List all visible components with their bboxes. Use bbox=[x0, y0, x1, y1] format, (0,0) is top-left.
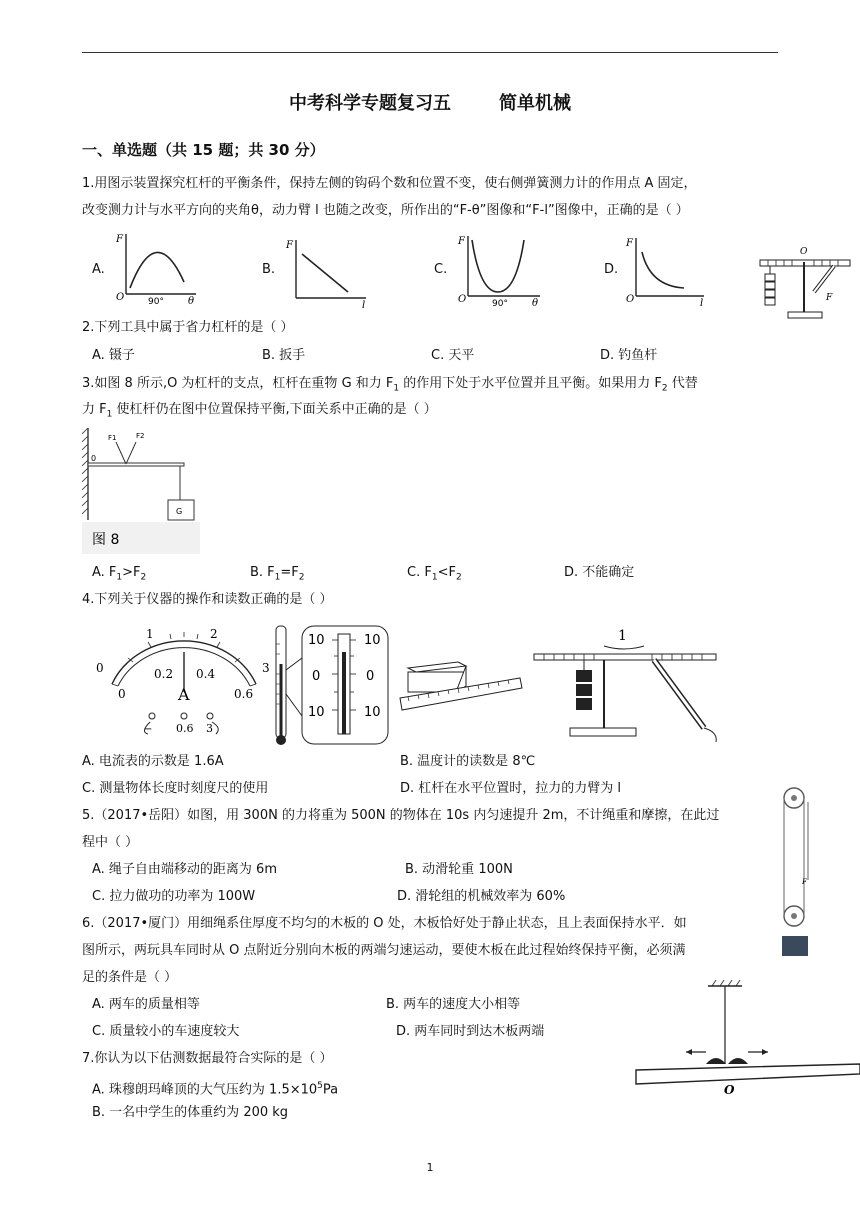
scale-top-1: 1 bbox=[146, 627, 154, 641]
axis-l-label: l bbox=[700, 298, 704, 306]
q3-option-c: C. $F_1<F_2$ bbox=[407, 565, 462, 583]
svg-text:F: F bbox=[826, 293, 833, 303]
scale-top-2: 2 bbox=[210, 627, 218, 641]
deg90-label: 90° bbox=[492, 299, 508, 308]
q6-option-c: C. 质量较小的车速度较大 bbox=[92, 1024, 240, 1039]
q1-graph-b bbox=[282, 232, 372, 308]
q3-figure-8 bbox=[82, 428, 202, 554]
q5-option-b: B. 动滑轮重 100N bbox=[405, 862, 513, 877]
lever-arm-label: 1 bbox=[618, 628, 627, 644]
scale-bottom-06: 0.6 bbox=[234, 687, 254, 701]
axis-f-label: F bbox=[116, 234, 123, 245]
q4-lever-figure bbox=[530, 624, 722, 744]
scale-bottom-04: 0.4 bbox=[196, 667, 216, 681]
q7-option-a: A. 珠穆朗玛峰顶的大气压约为 $1.5\times 10^5Pa$ bbox=[92, 1081, 339, 1098]
q3-stem-line2: 力 $F_1$ 使杠杆仍在图中位置保持平衡,下面关系中正确的是（ ） bbox=[82, 402, 437, 420]
pulley-force-label: F bbox=[802, 878, 807, 886]
q6-option-a: A. 两车的质量相等 bbox=[92, 997, 200, 1012]
thermo-mid-left: 0 bbox=[312, 669, 321, 684]
thermo-top-left: 10 bbox=[308, 633, 325, 648]
q1-stem-line2: 改变测力计与水平方向的夹角θ，动力臂 l 也随之改变，所作出的“F-θ”图像和“F-l”图像中，正确的是（ ） bbox=[82, 203, 689, 218]
weight-g-label: G bbox=[176, 507, 183, 516]
q7-option-b: B. 一名中学生的体重约为 200 kg bbox=[92, 1105, 289, 1120]
q1-stem-line1: 1.用图示装置探究杠杆的平衡条件，保持左侧的钩码个数和位置不变，使右侧弹簧测力计的作用点 A 固定， bbox=[82, 176, 697, 191]
fulcrum-o-label: 0 bbox=[91, 454, 97, 463]
q5-stem-line1: 5.（2017•岳阳）如图，用 300N 的力将重为 500N 的物体在 10s 内匀速提升 2m，不计绳重和摩擦，在此过 bbox=[82, 808, 720, 823]
q4-thermometer-figure bbox=[272, 624, 392, 748]
terminal-06: 0.6 bbox=[176, 722, 194, 735]
q6-stem-line1: 6.（2017•厦门）用细绳系住厚度不均匀的木板的 O 处，木板恰好处于静止状态，且上表面保持水平．如 bbox=[82, 916, 687, 931]
fulcrum-label: O bbox=[800, 247, 808, 257]
q4-option-b: B. 温度计的读数是 8℃ bbox=[400, 754, 536, 769]
q4-ruler-figure bbox=[398, 654, 524, 734]
q6-stem-line2: 图所示，两玩具车同时从 O 点附近分别向木板的两端匀速运动，要使木板在此过程始终保持平衡，必须满 bbox=[82, 943, 686, 958]
page-title bbox=[0, 94, 860, 114]
scale-bottom-02: 0.2 bbox=[154, 667, 174, 681]
q5-option-c: C. 拉力做功的功率为 100W bbox=[92, 889, 256, 904]
deg90-label: 90° bbox=[148, 297, 164, 306]
q6-seesaw-figure bbox=[632, 980, 860, 1100]
q6-option-d: D. 两车同时到达木板两端 bbox=[396, 1024, 545, 1039]
header-rule bbox=[82, 52, 778, 53]
terminal-3: 3 bbox=[206, 722, 213, 735]
q2-option-d: D. 钓鱼杆 bbox=[600, 348, 658, 363]
origin-label: O bbox=[458, 294, 467, 305]
q4-stem: 4.下列关于仪器的操作和读数正确的是（ ） bbox=[82, 592, 333, 607]
q5-pulley-figure bbox=[780, 784, 810, 934]
q5-stem-line2: 程中（ ） bbox=[82, 835, 139, 850]
q4-ammeter-figure bbox=[88, 622, 276, 742]
title-main: 中考科学专题复习五 bbox=[289, 93, 451, 114]
thermo-top-right: 10 bbox=[364, 633, 381, 648]
q6-option-b: B. 两车的速度大小相等 bbox=[386, 997, 521, 1012]
q4-option-d: D. 杠杆在水平位置时，拉力的力臂为 l bbox=[400, 781, 622, 796]
q3-option-d: D. 不能确定 bbox=[564, 565, 635, 580]
q5-option-a: A. 绳子自由端移动的距离为 6m bbox=[92, 862, 277, 877]
q4-option-c: C. 测量物体长度时刻度尺的使用 bbox=[82, 781, 269, 796]
thermo-bottom-left: 10 bbox=[308, 705, 325, 720]
f2-label: F2 bbox=[136, 432, 145, 440]
axis-theta-label: θ bbox=[532, 298, 539, 308]
q2-option-b: B. 扳手 bbox=[262, 348, 306, 363]
page-number: 1 bbox=[426, 1161, 434, 1174]
q1-graph-c bbox=[452, 230, 548, 308]
title-topic: 简单机械 bbox=[499, 93, 571, 114]
axis-f-label: F bbox=[458, 236, 465, 247]
scale-bottom-0: 0 bbox=[118, 687, 126, 701]
q2-option-c: C. 天平 bbox=[431, 348, 475, 363]
q3-option-a: A. $F_1>F_2$ bbox=[92, 565, 147, 583]
q1-option-a: A. bbox=[92, 262, 105, 277]
q1-option-d: D. bbox=[604, 262, 619, 277]
q1-option-c: C. bbox=[434, 262, 448, 277]
thermo-bottom-right: 10 bbox=[364, 705, 381, 720]
axis-f-label: F bbox=[626, 238, 633, 249]
f1-label: F1 bbox=[108, 434, 117, 442]
scale-top-3: 3 bbox=[262, 661, 270, 675]
q5-weight-block bbox=[782, 936, 808, 956]
figure-caption: 图 8 bbox=[92, 532, 120, 548]
terminal-minus: − bbox=[144, 724, 153, 735]
ammeter-unit: A bbox=[178, 685, 190, 704]
q5-option-d: D. 滑轮组的机械效率为 60% bbox=[397, 889, 566, 904]
section-heading: 一、单选题（共 15 题；共 30 分） bbox=[82, 141, 325, 159]
pivot-o-label: O bbox=[724, 1083, 735, 1097]
axis-theta-label: θ bbox=[188, 296, 195, 306]
axis-l-label: l bbox=[362, 300, 366, 308]
origin-label: O bbox=[626, 294, 635, 305]
q3-option-b: B. $F_1=F_2$ bbox=[250, 565, 305, 583]
thermo-mid-right: 0 bbox=[366, 669, 375, 684]
q6-stem-line3: 足的条件是（ ） bbox=[82, 970, 178, 985]
q3-stem-line1: 3.如图 8 所示,O 为杠杆的支点，杠杆在重物 G 和力 $F_1$ 的作用下处于水平位置并且平衡。如果用力 $F_2$ 代替 bbox=[82, 376, 698, 394]
q2-option-a: A. 镊子 bbox=[92, 348, 135, 363]
q1-lever-apparatus-figure bbox=[756, 226, 852, 322]
q7-stem: 7.你认为以下估测数据最符合实际的是（ ） bbox=[82, 1051, 333, 1066]
origin-label: O bbox=[116, 292, 125, 303]
q1-graph-a bbox=[110, 228, 200, 306]
q2-stem: 2.下列工具中属于省力杠杆的是（ ） bbox=[82, 320, 294, 335]
axis-f-label: F bbox=[286, 240, 293, 251]
q1-option-b: B. bbox=[262, 262, 276, 277]
q1-graph-d bbox=[620, 230, 710, 306]
scale-top-0: 0 bbox=[96, 661, 104, 675]
q4-option-a: A. 电流表的示数是 1.6A bbox=[82, 754, 224, 769]
